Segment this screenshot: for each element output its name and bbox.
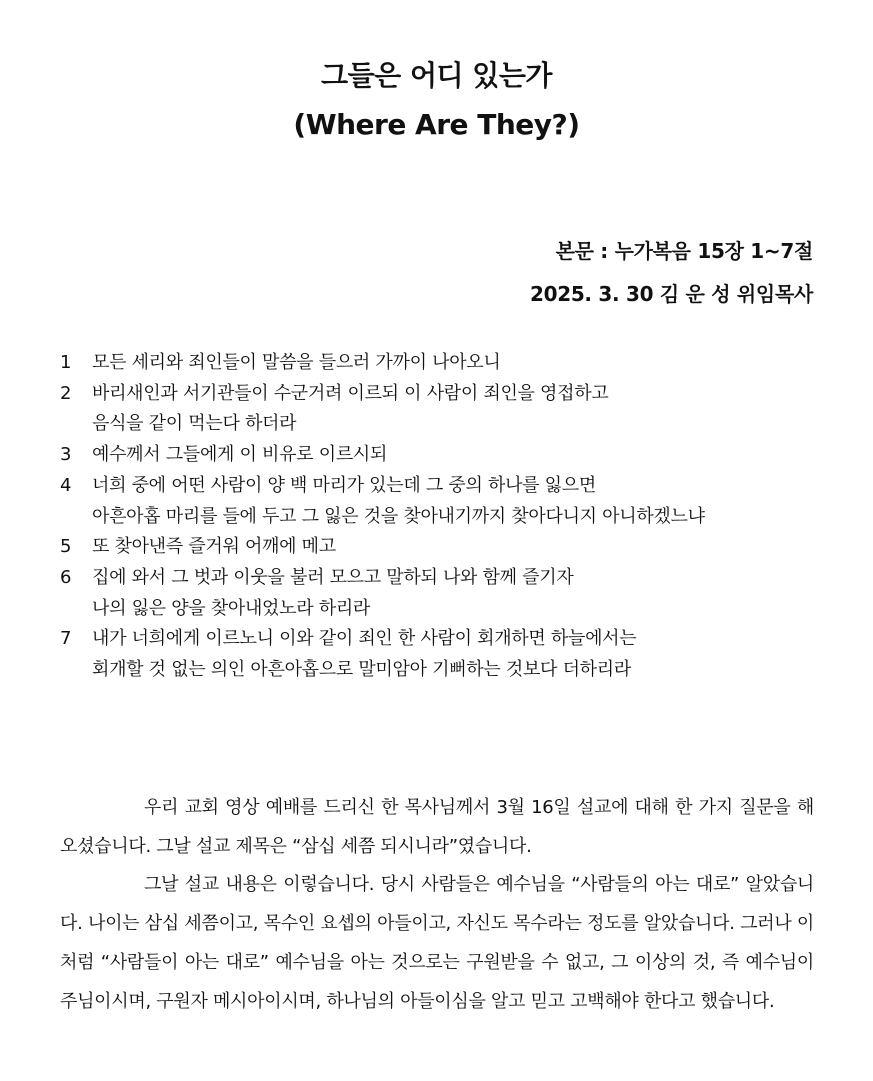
verse-number: 2 — [60, 382, 72, 404]
verse-text: 내가 너희에게 이르노니 이와 같이 죄인 한 사람이 회개하면 하늘에서는 회개할 것 없는 의인 아흔아홉으로 말미암아 기뻐하는 것보다 더하리라 — [92, 628, 637, 681]
body-paragraph: 우리 교회 영상 예배를 드리신 한 목사님께서 3월 16일 설교에 대해 한 가지 질문을 해 오셨습니다. 그날 설교 제목은 “삼십 세쯤 되시니라”였습니다. — [60, 797, 814, 857]
verse-number: 1 — [60, 352, 72, 373]
sermon-body — [60, 789, 814, 1021]
verse-item — [60, 348, 820, 379]
verse-item — [60, 379, 820, 440]
verse-number: 7 — [60, 628, 72, 650]
scripture-reference: 본문 : 누가복음 15장 1~7절 — [555, 239, 813, 263]
verse-item — [60, 532, 820, 563]
verse-item — [60, 624, 820, 685]
date-and-preacher: 2025. 3. 30 김 운 성 위임목사 — [529, 282, 813, 306]
verse-number: 5 — [60, 536, 72, 558]
scripture-verses — [60, 348, 820, 686]
sermon-title: 그들은 어디 있는가 — [321, 59, 552, 92]
verse-number: 4 — [60, 474, 72, 496]
verse-number: 3 — [60, 444, 72, 466]
verse-item — [60, 440, 820, 471]
body-paragraph: 그날 설교 내용은 이렇습니다. 당시 사람들은 예수님을 “사람들의 아는 대로” 알았습니다. 나이는 삼십 세쯤이고, 목수인 요셉의 아들이고, 자신도 목수라는 정도를 알았습니다. 그러나 이처럼 “사람들이 아는 대로” 예수님을 아는 것으로는 구원받을 수 없고, 그 이상의 것, 즉 예수님이 주님이시며, 구원자 메시아이시며, 하나님의 아들이심을 알고 믿고 고백해야 한다고 했습니다. — [60, 874, 814, 1012]
verse-text: 또 찾아낸즉 즐거워 어깨에 메고 — [92, 536, 336, 558]
verse-item — [60, 563, 820, 624]
verse-text: 모든 세리와 죄인들이 말씀을 들으러 가까이 나아오니 — [92, 352, 501, 373]
verse-item — [60, 471, 820, 532]
sermon-title-english: (Where Are They?) — [293, 108, 580, 141]
verse-text: 너희 중에 어떤 사람이 양 백 마리가 있는데 그 중의 하나를 잃으면 아흔아홉 마리를 들에 두고 그 잃은 것을 찾아내기까지 찾아다니지 아니하겠느냐 — [92, 474, 705, 527]
verse-text: 집에 와서 그 벗과 이웃을 불러 모으고 말하되 나와 함께 즐기자 나의 잃은 양을 찾아내었노라 하리라 — [92, 566, 574, 619]
verse-text: 바리새인과 서기관들이 수군거려 이르되 이 사람이 죄인을 영접하고 음식을 같이 먹는다 하더라 — [92, 382, 609, 435]
verse-number: 6 — [60, 566, 72, 588]
verse-text: 예수께서 그들에게 이 비유로 이르시되 — [92, 444, 388, 466]
